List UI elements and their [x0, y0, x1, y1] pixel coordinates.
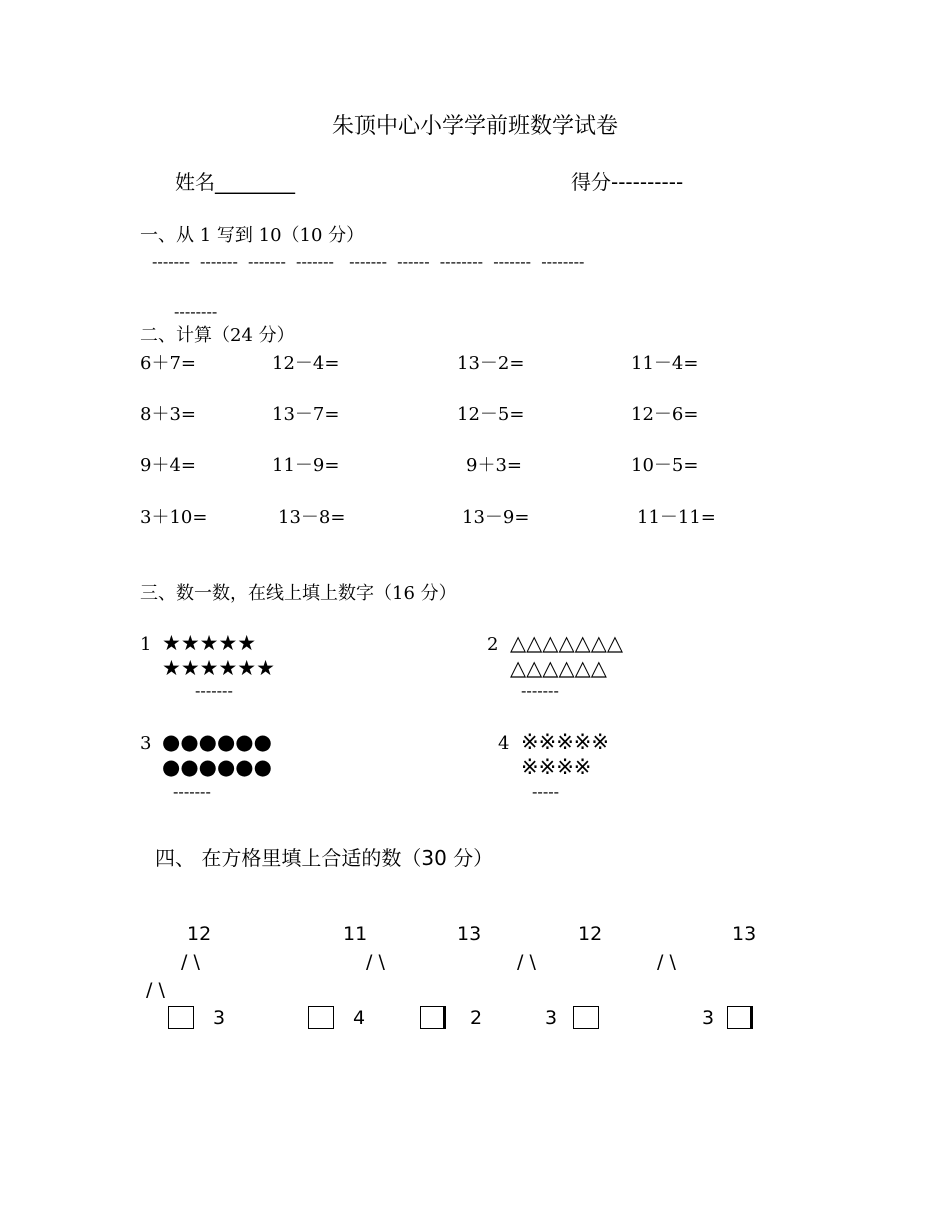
star-row: ★★★★★★: [162, 656, 275, 680]
count-answer-line: -----: [532, 782, 560, 801]
count-item-number: 3: [140, 733, 152, 754]
answer-box[interactable]: [573, 1006, 599, 1029]
calc-problem: 3＋10=: [140, 507, 208, 528]
decompose-total: 13: [457, 923, 482, 945]
branch-lines: / \: [517, 951, 536, 973]
decompose-total: 12: [578, 923, 603, 945]
calc-problem: 12－6=: [631, 404, 699, 425]
section1-answer-line-2: --------: [174, 302, 218, 321]
section3-heading: 三、数一数，在线上填上数字（16 分）: [140, 583, 457, 604]
page-title: 朱顶中心小学学前班数学试卷: [331, 114, 618, 139]
answer-box[interactable]: [727, 1006, 753, 1029]
answer-box[interactable]: [168, 1006, 194, 1029]
circle-row: ●●●●●●: [162, 730, 272, 754]
triangle-row: △△△△△△△: [510, 631, 624, 655]
circle-row: ●●●●●●: [162, 755, 272, 779]
calc-problem: 11－4=: [631, 353, 699, 374]
calc-problem: 11－11=: [637, 507, 716, 528]
calc-problem: 9＋4=: [140, 455, 196, 476]
decompose-total: 11: [343, 923, 368, 945]
name-field-label: 姓名________: [175, 170, 295, 194]
calc-problem: 9＋3=: [466, 455, 522, 476]
section2-heading: 二、计算（24 分）: [140, 325, 295, 346]
calc-problem: 13－2=: [457, 353, 525, 374]
answer-box[interactable]: [420, 1006, 446, 1029]
reference-mark-row: ※※※※※: [521, 730, 609, 754]
section4-heading: 四、 在方格里填上合适的数（30 分）: [155, 846, 494, 870]
branch-lines: / \: [181, 951, 200, 973]
section1-heading: 一、从 1 写到 10（10 分）: [140, 225, 365, 246]
count-item-number: 1: [140, 634, 152, 655]
calc-problem: 12－5=: [457, 404, 525, 425]
answer-box[interactable]: [308, 1006, 334, 1029]
score-field-label: 得分----------: [571, 170, 684, 194]
decompose-part: 2: [470, 1007, 483, 1029]
decompose-part: 3: [702, 1007, 715, 1029]
star-row: ★★★★★: [162, 631, 257, 655]
decompose-part: 3: [545, 1007, 558, 1029]
calc-problem: 10－5=: [631, 455, 699, 476]
calc-problem: 8＋3=: [140, 404, 196, 425]
count-answer-line: -------: [173, 782, 211, 801]
count-item-number: 2: [487, 634, 499, 655]
count-answer-line: -------: [521, 681, 559, 700]
branch-lines: / \: [366, 951, 385, 973]
count-item-number: 4: [498, 733, 510, 754]
branch-lines: / \: [657, 951, 676, 973]
calc-problem: 12－4=: [272, 353, 340, 374]
section1-answer-line: ------- ------- ------- ------- ------- ------ -------- ------- --------: [152, 252, 585, 271]
decompose-part: 3: [213, 1007, 226, 1029]
decompose-part: 4: [353, 1007, 366, 1029]
decompose-total: 13: [732, 923, 757, 945]
calc-problem: 13－7=: [272, 404, 340, 425]
branch-lines: / \: [146, 979, 165, 1001]
count-answer-line: -------: [195, 681, 233, 700]
decompose-total: 12: [187, 923, 212, 945]
triangle-row: △△△△△△: [510, 656, 607, 680]
calc-problem: 11－9=: [272, 455, 340, 476]
calc-problem: 13－9=: [462, 507, 530, 528]
calc-problem: 6＋7=: [140, 353, 196, 374]
reference-mark-row: ※※※※: [521, 755, 592, 779]
calc-problem: 13－8=: [278, 507, 346, 528]
